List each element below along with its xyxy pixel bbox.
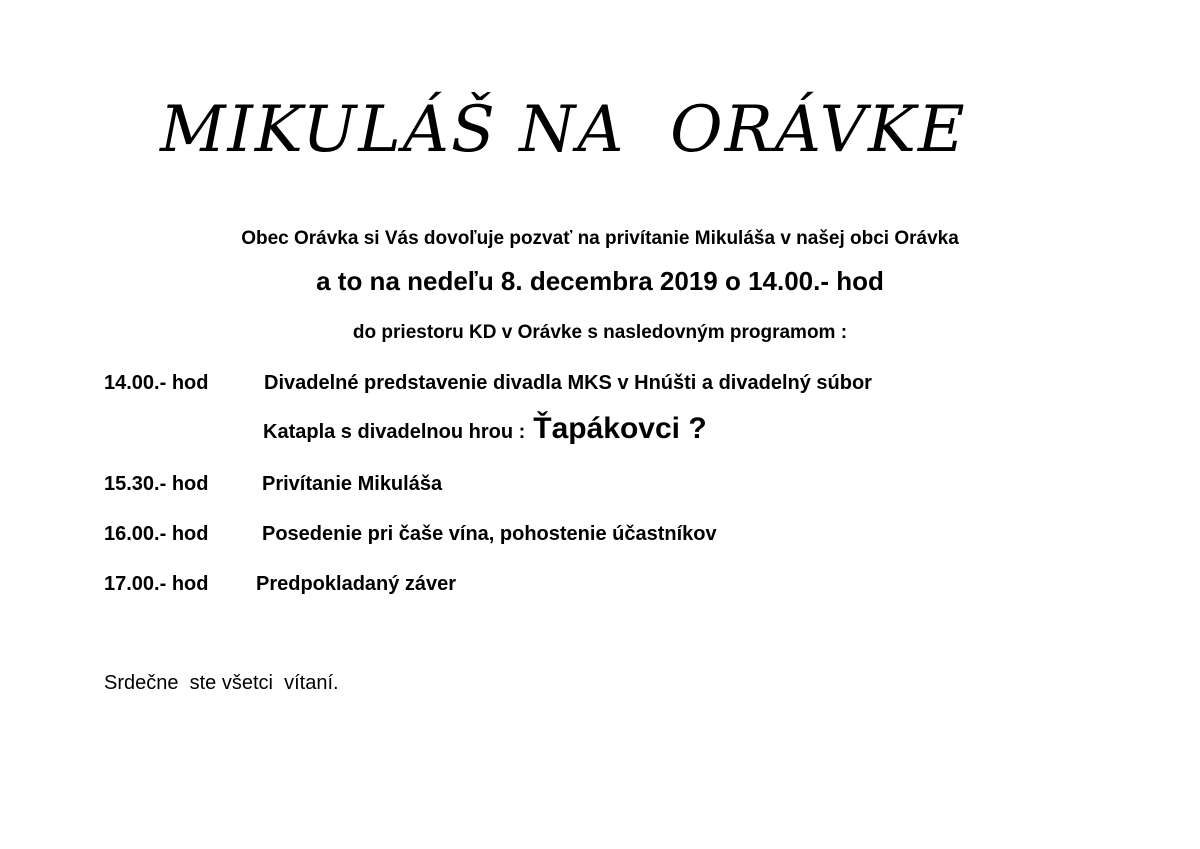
program-item (104, 474, 442, 494)
program-item-continuation (263, 412, 707, 446)
program-item (104, 574, 456, 594)
intro-text: Obec Orávka si Vás dovoľuje pozvať na privítanie Mikuláša v našej obci Orávka (241, 228, 959, 249)
closing-text: Srdečne ste všetci vítaní. (104, 672, 339, 694)
program-time: 16.00.- hod (104, 523, 209, 545)
program-time: 14.00.- hod (104, 372, 209, 394)
program-description: Divadelné predstavenie divadla MKS v Hnúšti a divadelný súbor (264, 372, 872, 394)
program-time: 17.00.- hod (104, 573, 209, 595)
program-description: Privítanie Mikuláša (262, 473, 443, 495)
program-item (104, 373, 872, 393)
page-title: MIKULÁŠ NA ORÁVKE (160, 93, 967, 167)
program-description: Posedenie pri čaše vína, pohostenie účastníkov (262, 523, 717, 545)
program-continuation-text: Katapla s divadelnou hrou : (263, 421, 526, 443)
program-description: Predpokladaný záver (256, 573, 457, 595)
event-place: do priestoru KD v Orávke s nasledovným programom : (352, 322, 848, 343)
play-title: Ťapákovci ? (533, 412, 707, 445)
program-time: 15.30.- hod (104, 473, 209, 495)
event-date: a to na nedeľu 8. decembra 2019 o 14.00.- hod (316, 266, 884, 296)
program-item (104, 524, 717, 544)
